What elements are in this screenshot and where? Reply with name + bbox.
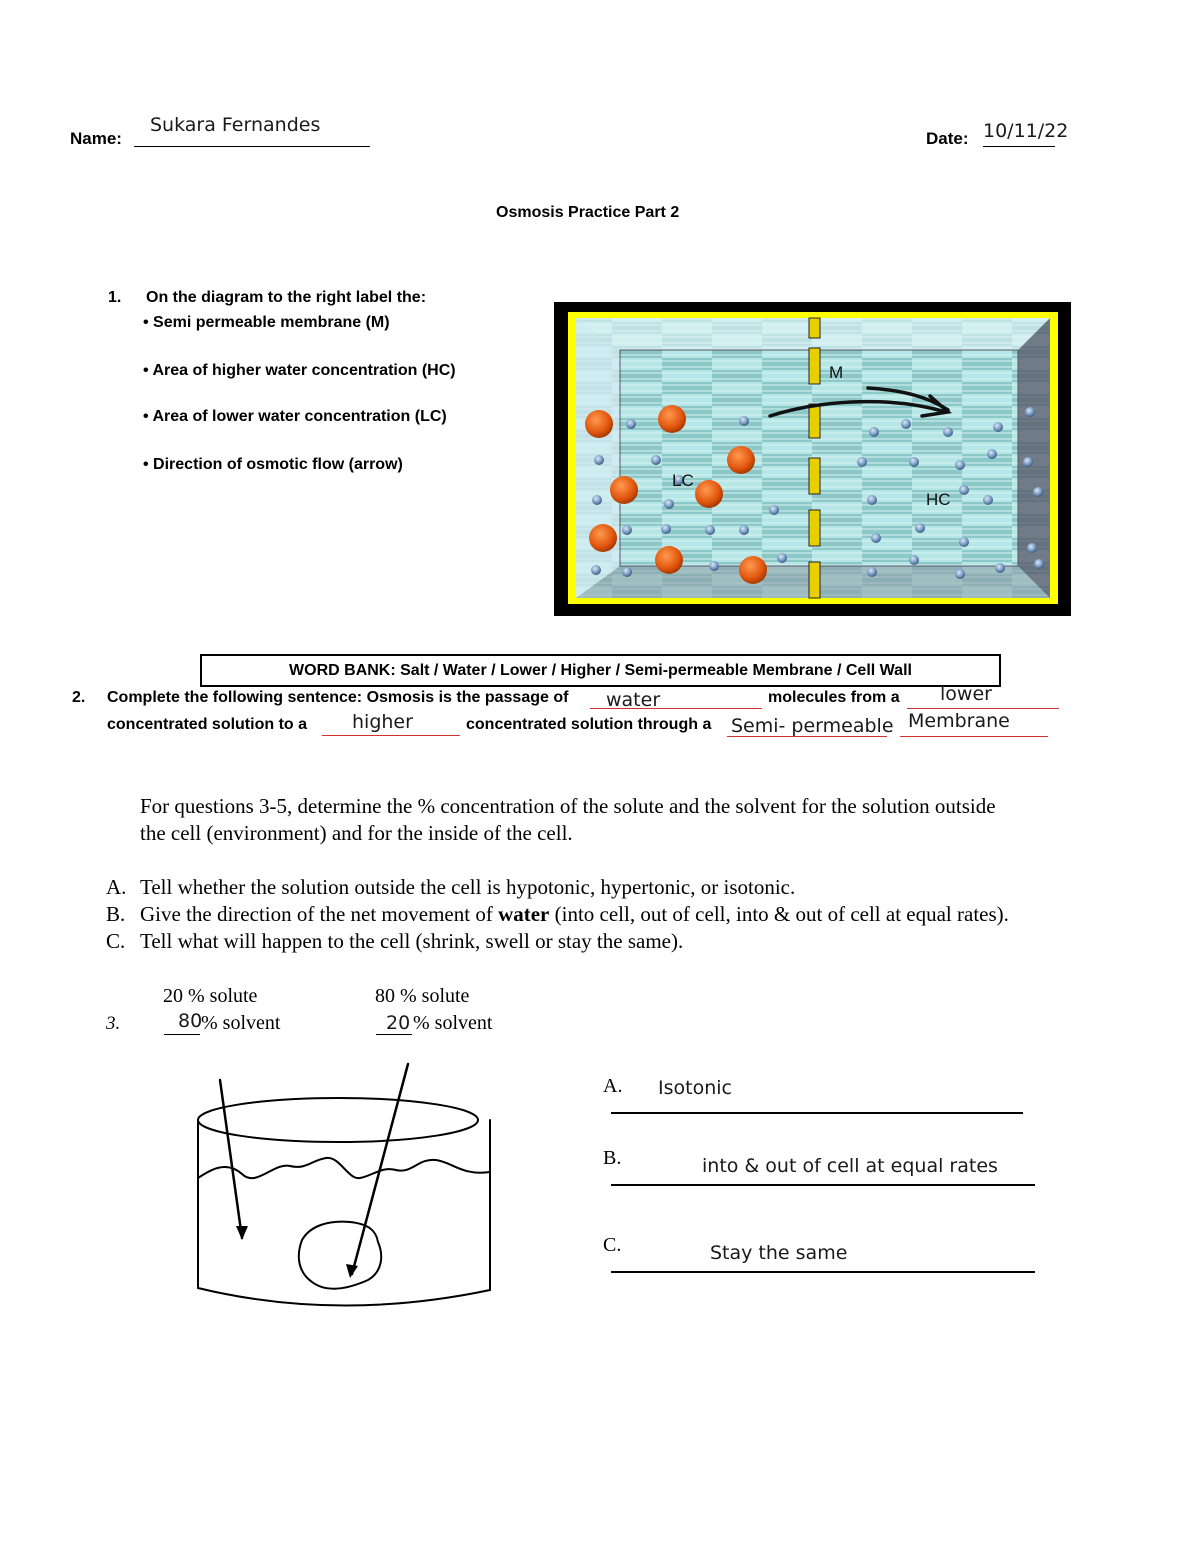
beaker-cell-diagram xyxy=(190,1060,510,1310)
page-title: Osmosis Practice Part 2 xyxy=(496,204,680,221)
q3-b-line xyxy=(611,1184,1035,1186)
q1-bullet: • Area of higher water concentration (HC) xyxy=(143,362,456,379)
q2-text-4: concentrated solution through a xyxy=(466,716,712,733)
q1-bullet: • Area of lower water concentration (LC) xyxy=(143,408,447,425)
q3-outside-solvent: % solvent xyxy=(201,1012,281,1034)
item-b-text-before: Give the direction of the net movement of xyxy=(140,902,499,926)
name-value[interactable]: Sukara Fernandes xyxy=(150,114,321,136)
label-membrane: M xyxy=(829,363,844,382)
date-value[interactable]: 10/11/22 xyxy=(983,120,1069,142)
item-b-bold: water xyxy=(498,902,550,926)
word-bank-text: WORD BANK: Salt / Water / Lower / Higher / Semi-permeable Membrane / Cell Wall xyxy=(289,662,912,679)
item-b-text xyxy=(140,902,1009,927)
q1-prompt: On the diagram to the right label the: xyxy=(146,289,427,306)
item-c-text: Tell what will happen to the cell (shrink, swell or stay the same). xyxy=(140,929,684,953)
q2-answer-semi-permeable[interactable]: Semi- permeable xyxy=(731,715,894,737)
q2-text-1: Complete the following sentence: Osmosis is the passage of xyxy=(107,689,569,706)
q3-a-letter: A. xyxy=(603,1075,623,1097)
cell-outline xyxy=(299,1222,381,1289)
q1-bullet: • Semi permeable membrane (M) xyxy=(143,314,390,331)
q3-number: 3. xyxy=(106,1013,121,1034)
q2-answer-membrane[interactable]: Membrane xyxy=(908,710,1010,732)
q2-answer-higher[interactable]: higher xyxy=(352,711,413,733)
item-a-text: Tell whether the solution outside the cell is hypotonic, hypertonic, or isotonic. xyxy=(140,875,796,899)
q3-outside-solute: 20 % solute xyxy=(163,985,258,1007)
q3-a-answer[interactable]: Isotonic xyxy=(658,1077,732,1099)
label-low-concentration: LC xyxy=(672,471,694,490)
q2-text-3: concentrated solution to a xyxy=(107,716,308,733)
q3-inside-solvent: % solvent xyxy=(413,1012,493,1034)
arrow-inside xyxy=(352,1064,408,1274)
q1-number: 1. xyxy=(108,289,122,306)
q3-c-letter: C. xyxy=(603,1234,622,1256)
instructions-line-1: For questions 3-5, determine the % concentration of the solute and the solvent for the solution outside xyxy=(140,794,996,818)
q3-b-answer[interactable]: into & out of cell at equal rates xyxy=(702,1155,998,1177)
q3-a-line xyxy=(611,1112,1023,1114)
q2-number: 2. xyxy=(72,689,86,706)
beaker-body xyxy=(198,1120,490,1306)
arrow-outside-head xyxy=(236,1226,248,1240)
item-a-letter: A. xyxy=(106,875,127,899)
item-b-letter: B. xyxy=(106,902,126,926)
item-c-letter: C. xyxy=(106,929,126,953)
q1-bullet: • Direction of osmotic flow (arrow) xyxy=(143,456,403,473)
beaker-rim xyxy=(198,1098,478,1142)
q3-c-line xyxy=(611,1271,1035,1273)
instructions-line-2: the cell (environment) and for the inside of the cell. xyxy=(140,821,573,845)
q3-inside-solvent-answer[interactable]: 20 xyxy=(386,1012,411,1034)
label-high-concentration: HC xyxy=(926,490,951,509)
q3-inside-solute: 80 % solute xyxy=(375,985,470,1007)
q2-text-2: molecules from a xyxy=(768,689,900,706)
date-label: Date: xyxy=(926,129,969,148)
name-label: Name: xyxy=(70,129,122,148)
arrow-inside-head xyxy=(346,1264,358,1278)
q3-outside-solvent-answer[interactable]: 80 xyxy=(178,1010,203,1032)
water-surface xyxy=(198,1158,490,1178)
item-b-text-after: (into cell, out of cell, into & out of cell at equal rates). xyxy=(549,902,1009,926)
q3-b-letter: B. xyxy=(603,1147,622,1169)
q2-answer-lower[interactable]: lower xyxy=(940,683,992,705)
q2-answer-water[interactable]: water xyxy=(606,689,661,711)
right-wall xyxy=(1018,318,1050,598)
word-bank-box xyxy=(200,654,1001,687)
q3-c-answer[interactable]: Stay the same xyxy=(710,1242,848,1264)
osmosis-diagram xyxy=(554,302,1071,616)
